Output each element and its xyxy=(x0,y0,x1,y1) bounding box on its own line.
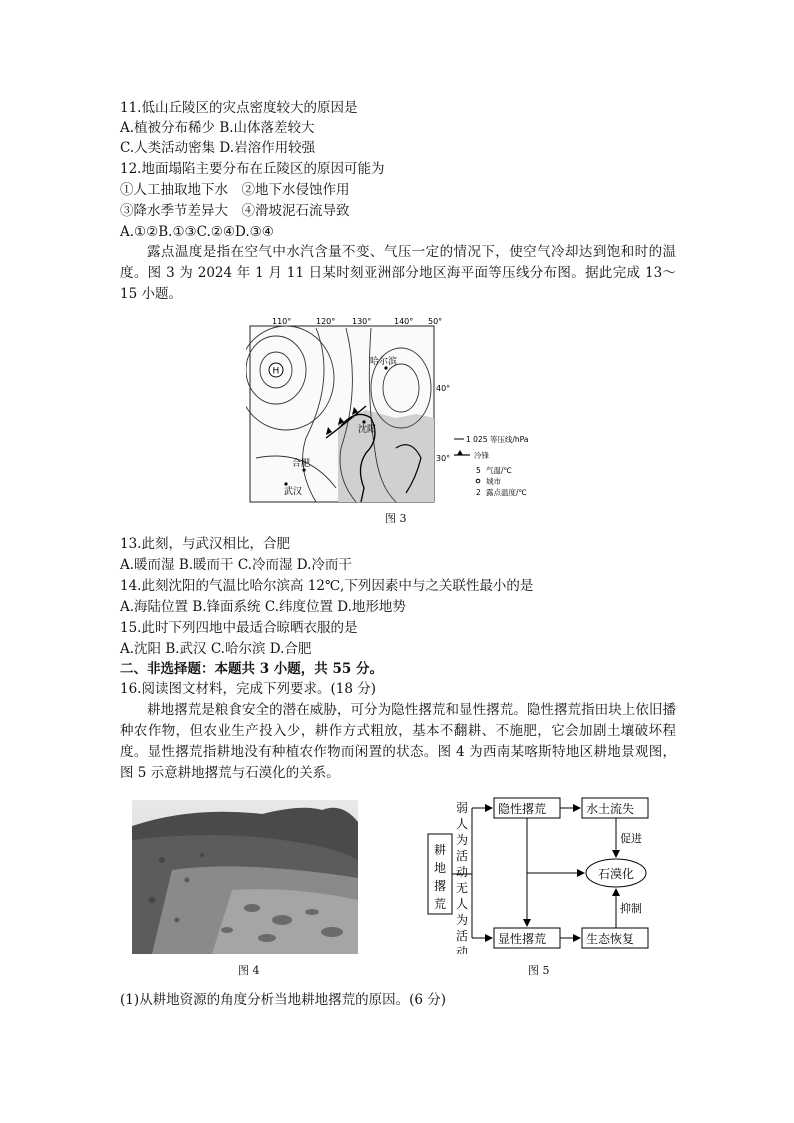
figure-5-caption: 图 5 xyxy=(528,964,550,977)
no-activity-char-1: 无 xyxy=(456,881,469,895)
label-soil-erosion: 水土流失 xyxy=(586,802,635,816)
figure-5-diagram xyxy=(426,794,678,954)
q11-stem: 11.低山丘陵区的灾点密度较大的原因是 xyxy=(120,100,358,116)
legend-dew-num: 2 xyxy=(476,488,481,497)
legend-isobar: 1 025 等压线/hPa xyxy=(466,435,529,444)
legend-temp-num: 5 xyxy=(476,466,481,475)
high-pressure-label: H xyxy=(272,366,280,377)
box-abandonment-char-4: 荒 xyxy=(434,897,447,911)
legend-cold-front: 冷锋 xyxy=(474,451,489,460)
label-inhibit: 抑制 xyxy=(620,902,642,915)
q11-options-cd: C.人类活动密集 D.岩溶作用较强 xyxy=(120,140,316,156)
city-hefei: 合肥 xyxy=(292,459,311,469)
legend-city: 城市 xyxy=(486,477,501,486)
lon-label-140: 140° xyxy=(394,318,414,326)
box-abandonment-char-2: 地 xyxy=(434,861,447,875)
q16-stem: 16.阅读图文材料，完成下列要求。(18 分) xyxy=(120,681,376,697)
q13-stem: 13.此刻，与武汉相比，合肥 xyxy=(120,536,290,552)
q16-sub1: (1)从耕地资源的角度分析当地耕地撂荒的原因。(6 分) xyxy=(120,992,447,1008)
no-activity-char-5: 动 xyxy=(456,945,469,954)
karst-landscape-image xyxy=(132,800,358,954)
q12-choices: A.①②B.①③C.②④D.③④ xyxy=(120,224,274,240)
figure-4-caption: 图 4 xyxy=(238,964,260,977)
label-obvious-abandonment: 显性撂荒 xyxy=(498,932,547,946)
lon-label-50: 50° xyxy=(428,318,443,326)
label-eco-recovery: 生态恢复 xyxy=(586,932,635,946)
figure-3-caption: 图 3 xyxy=(385,512,407,525)
figure-3-map xyxy=(246,318,546,526)
isobar-map xyxy=(246,318,546,526)
q13-choices: A.暖而湿 B.暖而干 C.冷而湿 D.冷而干 xyxy=(120,557,352,573)
lat-label-30: 30° xyxy=(436,454,451,463)
material-13-15: 露点温度是指在空气中水汽含量不变、气压一定的情况下，使空气冷却达到饱和时的温度。图 3 为 2024 年 1 月 11 日某时刻亚洲部分地区海平面等压线分布图。据此完成 13～15 小题。 xyxy=(120,244,676,302)
city-harbin: 哈尔滨 xyxy=(370,357,398,367)
section-2-heading: 二、非选择题：本题共 3 小题，共 55 分。 xyxy=(120,661,383,677)
q14-stem: 14.此刻沈阳的气温比哈尔滨高 12℃,下列因素中与之关联性最小的是 xyxy=(120,578,534,594)
legend-temp: 气温/℃ xyxy=(486,466,512,475)
label-hidden-abandonment: 隐性撂荒 xyxy=(498,802,547,816)
weak-activity-char-5: 动 xyxy=(456,865,469,879)
q11-options-ab: A.植被分布稀少 B.山体落差较大 xyxy=(120,120,315,136)
q12-option-row1: ①人工抽取地下水 ②地下水侵蚀作用 xyxy=(120,182,350,198)
city-dot-wuhan xyxy=(284,482,287,485)
q15-choices: A.沈阳 B.武汉 C.哈尔滨 D.合肥 xyxy=(120,641,312,657)
city-wuhan: 武汉 xyxy=(284,487,303,497)
lon-label-110: 110° xyxy=(272,318,292,326)
weak-activity-char-2: 人 xyxy=(456,817,469,831)
weak-activity-char-3: 为 xyxy=(456,833,469,847)
label-promote: 促进 xyxy=(620,832,642,845)
no-activity-char-3: 为 xyxy=(456,913,469,927)
no-activity-char-4: 活 xyxy=(456,929,469,943)
no-activity-char-2: 人 xyxy=(456,897,469,911)
lon-label-130: 130° xyxy=(352,318,372,326)
abandonment-flow-diagram xyxy=(426,794,678,954)
label-desertification: 石漠化 xyxy=(598,867,635,881)
box-abandonment-char-3: 撂 xyxy=(434,879,447,893)
q15-stem: 15.此时下列四地中最适合晾晒衣服的是 xyxy=(120,620,358,636)
q14-choices: A.海陆位置 B.锋面系统 C.纬度位置 D.地形地势 xyxy=(120,599,406,615)
q12-stem: 12.地面塌陷主要分布在丘陵区的原因可能为 xyxy=(120,161,385,177)
q12-option-row2: ③降水季节差异大 ④滑坡泥石流导致 xyxy=(120,203,350,219)
city-dot-shenyang xyxy=(362,420,365,423)
q16-material: 耕地撂荒是粮食安全的潜在威胁，可分为隐性撂荒和显性撂荒。隐性撂荒指田块上依旧播种农作物，但农业生产投入少，耕作方式粗放，基本不翻耕、不施肥，它会加剧土壤破坏程度。显性撂荒指耕地没有种植农作物而闲置的状态。图 4 为西南某喀斯特地区耕地景观图，图 5 示意耕地撂荒与石漠化的关系。 xyxy=(120,702,676,781)
city-shenyang: 沈阳 xyxy=(358,425,377,435)
box-abandonment-char-1: 耕 xyxy=(434,843,447,857)
weak-activity-char-1: 弱 xyxy=(456,801,469,815)
weak-activity-char-4: 活 xyxy=(456,849,469,863)
legend-dew: 露点温度/℃ xyxy=(486,488,527,497)
lat-label-40: 40° xyxy=(436,384,451,393)
figure-4-photo xyxy=(132,800,358,954)
lon-label-120: 120° xyxy=(316,318,336,326)
